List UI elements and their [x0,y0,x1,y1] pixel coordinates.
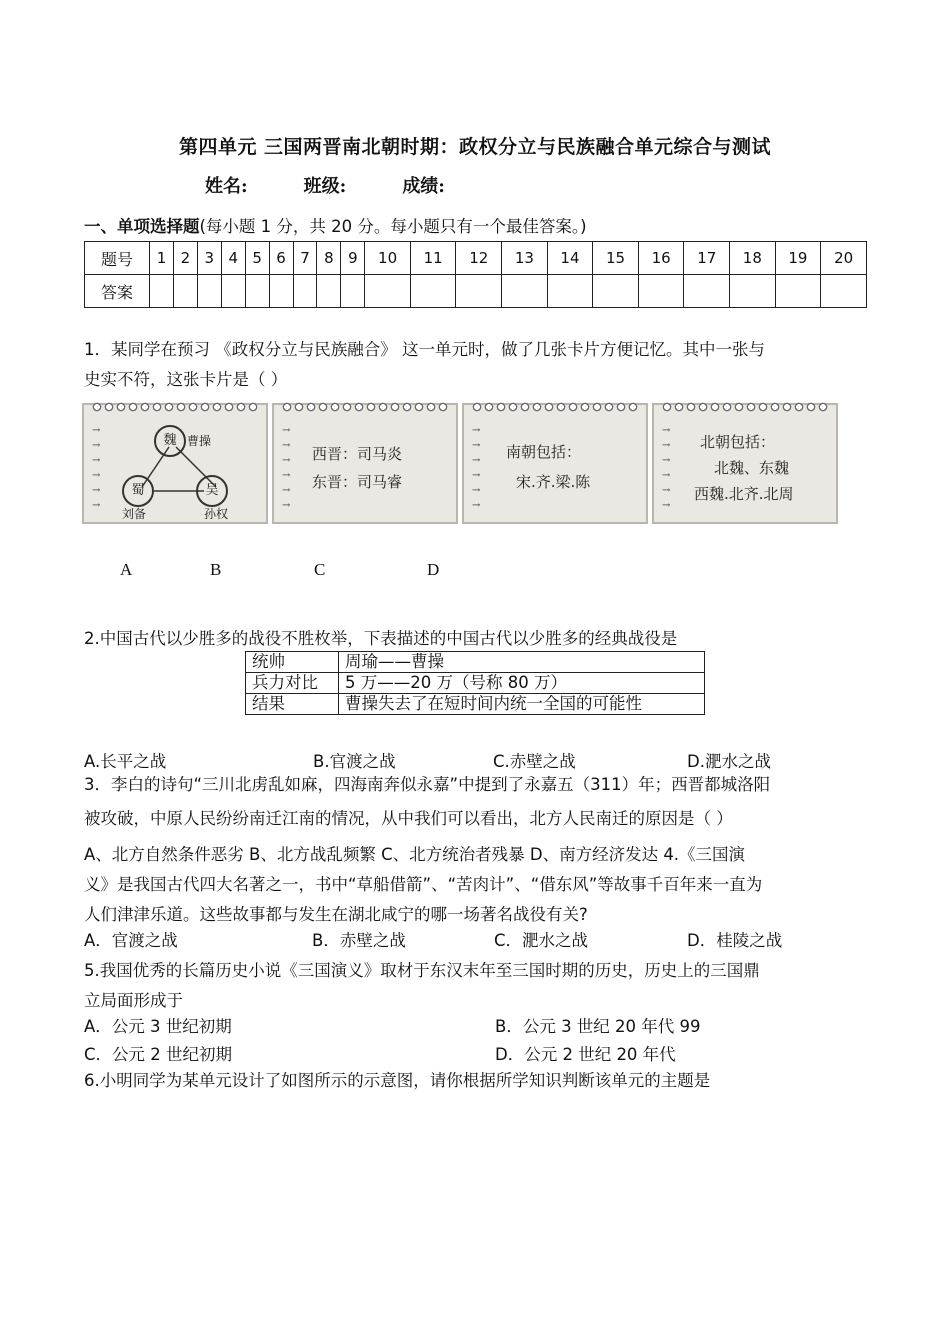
question-4-stem [84,870,874,930]
section-1-title: 一、单项选择题 [84,217,200,236]
spiral-rings [92,401,260,413]
number-cell: 12 [456,242,502,275]
number-cell: 2 [173,242,197,275]
answer-cell[interactable] [317,275,341,308]
q1-option-a[interactable]: A [120,560,133,579]
battle-key: 结果 [246,694,339,715]
answer-table-number-row [85,242,867,275]
answer-cell[interactable] [593,275,639,308]
spiral-rings [662,401,830,413]
question-6-stem: 6.小明同学为某单元设计了如图所示的示意图，请你根据所学知识判断该单元的主题是 [84,1071,711,1090]
number-cell: 20 [821,242,867,275]
answer-cell[interactable] [821,275,867,308]
answer-cell[interactable] [547,275,593,308]
card-a [82,403,268,524]
number-cell: 18 [730,242,776,275]
arrow-bullets: → → → → → → [662,425,671,511]
number-cell: 15 [593,242,639,275]
battle-key: 统帅 [246,652,339,673]
card-b [272,403,458,524]
question-1-line-1: 1．某同学在预习 《政权分立与民族融合》 这一单元时，做了几张卡片方便记忆。其中一张与 [84,340,765,359]
card-d-line-3: 西魏.北齐.北周 [694,485,794,503]
answer-cell[interactable] [638,275,684,308]
number-cell: 8 [317,242,341,275]
shu-ruler: 刘备 [122,507,147,521]
card-c-line-1: 南朝包括： [506,443,582,461]
q4-option-b[interactable]: B．赤壁之战 [312,931,406,950]
wei-ruler: 曹操 [187,434,212,448]
question-3-stem [84,770,874,870]
class-label: 班级: [303,176,347,197]
battle-value: 曹操失去了在短时间内统一全国的可能性 [339,694,705,715]
question-5-stem [84,956,874,1016]
section-1-note: (每小题 1 分，共 20 分。每小题只有一个最佳答案。) [199,217,587,236]
answer-cell[interactable] [150,275,174,308]
arrow-bullets: → → → → → → [282,425,291,511]
answer-cell[interactable] [341,275,365,308]
answer-cell[interactable] [684,275,730,308]
question-5-options-row-2 [84,1041,874,1065]
number-cell: 6 [269,242,293,275]
student-info-bar [205,172,445,198]
answer-cell[interactable] [293,275,317,308]
score-label: 成绩: [402,176,445,197]
q5-option-c[interactable]: C．公元 2 世纪初期 [84,1045,233,1064]
card-d-line-2: 北魏、东魏 [714,459,790,477]
answer-cell[interactable] [269,275,293,308]
question-2-options [84,748,874,772]
q5-option-a[interactable]: A．公元 3 世纪初期 [84,1017,232,1036]
q1-option-c[interactable]: C [314,560,326,579]
battle-table [245,651,705,715]
number-cell: 4 [221,242,245,275]
shu-circle: 蜀 [122,475,154,507]
battle-value: 周瑜——曹操 [339,652,705,673]
question-5-options-row-1 [84,1013,874,1037]
answer-cell[interactable] [173,275,197,308]
card-b-line-2: 东晋：司马睿 [312,473,403,491]
number-cell: 11 [410,242,456,275]
question-1-line-2: 史实不符，这张卡片是（ ） [84,370,288,389]
card-c [462,403,648,524]
battle-row [246,694,705,715]
battle-value: 5 万——20 万（号称 80 万） [339,673,705,694]
answer-table-answer-row [85,275,867,308]
q2-option-c[interactable]: C.赤壁之战 [493,752,576,771]
page-title: 第四单元 三国两晋南北朝时期：政权分立与民族融合单元综合与测试 [178,136,772,158]
number-cell: 5 [245,242,269,275]
answer-row-label: 答案 [85,275,150,308]
answer-cell[interactable] [365,275,411,308]
number-cell: 9 [341,242,365,275]
card-d [652,403,838,524]
name-label: 姓名: [205,176,248,197]
answer-cell[interactable] [221,275,245,308]
wu-ruler: 孙权 [204,507,229,521]
question-3-options-line: A、北方自然条件恶劣 B、北方战乱频繁 C、北方统治者残暴 D、南方经济发达 4.《三国演 [84,845,746,864]
question-5-line-1: 5.我国优秀的长篇历史小说《三国演义》取材于东汉末年至三国时期的历史，历史上的三国鼎 [84,961,760,980]
number-row-label: 题号 [85,242,150,275]
q5-option-b[interactable]: B．公元 3 世纪 20 年代 99 [495,1017,701,1036]
q2-option-b[interactable]: B.官渡之战 [313,752,396,771]
battle-row [246,673,705,694]
answer-cell[interactable] [245,275,269,308]
arrow-bullets: → → → → → → [92,425,101,511]
question-4-line-1: 义》是我国古代四大名著之一，书中“草船借箭”、“苦肉计”、“借东风”等故事千百年来一直为 [84,875,763,894]
number-cell: 17 [684,242,730,275]
number-cell: 1 [150,242,174,275]
answer-cell[interactable] [410,275,456,308]
answer-cell[interactable] [502,275,548,308]
number-cell: 19 [775,242,821,275]
answer-cell[interactable] [775,275,821,308]
battle-key: 兵力对比 [246,673,339,694]
answer-cell[interactable] [197,275,221,308]
question-4-line-2: 人们津津乐道。这些故事都与发生在湖北咸宁的哪一场著名战役有关? [84,905,588,924]
wu-circle: 吴 [196,475,228,507]
q1-option-d[interactable]: D [427,560,440,579]
arrow-bullets: → → → → → → [472,425,481,511]
number-cell: 13 [502,242,548,275]
answer-table [84,241,867,308]
question-3-line-1: 3．李白的诗句“三川北虏乱如麻，四海南奔似永嘉”中提到了永嘉五（311）年；西晋都城洛阳 [84,775,771,794]
number-cell: 7 [293,242,317,275]
question-5-line-2: 立局面形成于 [84,991,183,1010]
q4-option-d[interactable]: D．桂陵之战 [687,931,783,950]
q2-option-a[interactable]: A.长平之战 [84,752,167,771]
q1-option-b[interactable]: B [210,560,222,579]
number-cell: 10 [365,242,411,275]
battle-row [246,652,705,673]
question-1-card-images [82,403,838,524]
card-d-line-1: 北朝包括： [700,433,776,451]
q5-option-d[interactable]: D．公元 2 世纪 20 年代 [495,1045,676,1064]
question-2-stem: 2.中国古代以少胜多的战役不胜枚举，下表描述的中国古代以少胜多的经典战役是 [84,629,678,648]
question-3-line-2: 被攻破，中原人民纷纷南迁江南的情况，从中我们可以看出，北方人民南迁的原因是（ ） [84,809,733,828]
card-c-line-2: 宋.齐.梁.陈 [516,473,591,491]
card-b-line-1: 西晋：司马炎 [312,445,403,463]
spiral-rings [282,401,450,413]
q2-option-d[interactable]: D.淝水之战 [687,752,771,771]
section-1-heading [84,213,587,237]
number-cell: 3 [197,242,221,275]
q4-option-a[interactable]: A．官渡之战 [84,931,178,950]
number-cell: 14 [547,242,593,275]
spiral-rings [472,401,640,413]
number-cell: 16 [638,242,684,275]
answer-cell[interactable] [730,275,776,308]
q4-option-c[interactable]: C．淝水之战 [494,931,589,950]
question-1-stem [84,335,874,395]
question-4-options [84,927,874,951]
answer-cell[interactable] [456,275,502,308]
wei-circle: 魏 [154,425,186,457]
